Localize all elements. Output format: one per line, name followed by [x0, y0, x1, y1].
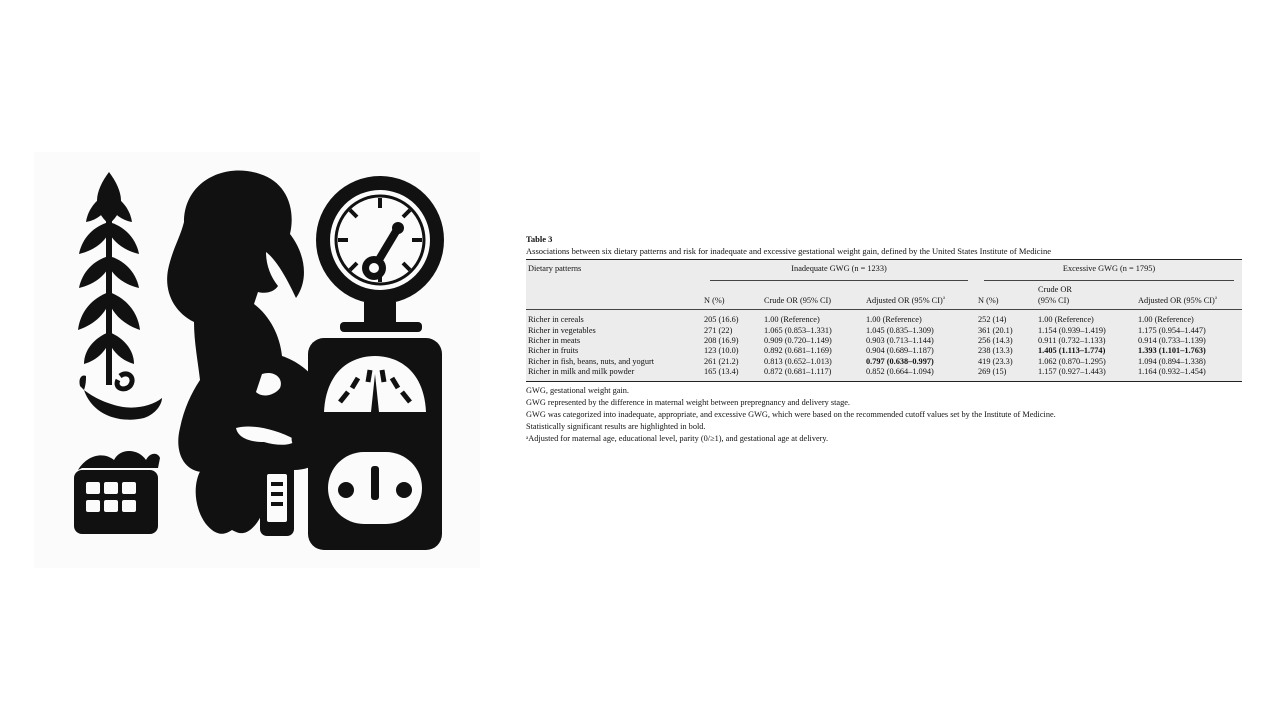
nutrition-pregnancy-illustration: [34, 152, 480, 568]
weighing-scale-icon: [308, 176, 444, 550]
table-cell: 256 (14.3): [978, 336, 1013, 346]
table-cell: 1.065 (0.853–1.331): [764, 325, 832, 335]
table-cell: 1.164 (0.932–1.454): [1138, 367, 1206, 377]
table-cell: 0.892 (0.681–1.169): [764, 346, 832, 356]
table-cell: 361 (20.1): [978, 325, 1013, 335]
table-cell: 1.00 (Reference): [1038, 315, 1094, 325]
phone-icon: [260, 462, 294, 536]
footnote: GWG represented by the difference in maternal weight between prepregnancy and delivery stage.: [526, 397, 850, 407]
table-label: Table 3: [526, 234, 553, 244]
dietary-patterns-table: [526, 259, 1242, 382]
table-cell: 1.045 (0.835–1.309): [866, 325, 934, 335]
table-cell: 0.911 (0.732–1.133): [1038, 336, 1106, 346]
table-footnotes: [526, 385, 1242, 446]
table-row: [526, 357, 1242, 367]
table-cell: 0.813 (0.652–1.013): [764, 356, 832, 366]
pattern-cell: Richer in fruits: [528, 346, 579, 356]
pattern-cell: Richer in vegetables: [528, 325, 596, 335]
col-header-n: N (%): [704, 295, 725, 305]
footnote: GWG, gestational weight gain.: [526, 385, 629, 395]
col-header-adjusted-or: Adjusted OR (95% CI)$^a$: [1138, 295, 1218, 305]
table-row: [526, 346, 1242, 356]
table-cell: 261 (21.2): [704, 356, 739, 366]
table-cell: 1.00 (Reference): [764, 315, 820, 325]
food-basket-icon: [74, 451, 160, 534]
col-header-crude-or: Crude OR (95% CI): [1038, 285, 1072, 305]
col-header-adjusted-or: Adjusted OR (95% CI)$^a$: [866, 295, 946, 305]
table-row: [526, 336, 1242, 346]
table-cell: 0.852 (0.664–1.094): [866, 367, 934, 377]
pattern-cell: Richer in fish, beans, nuts, and yogurt: [528, 356, 655, 366]
footnote: GWG was categorized into inadequate, appropriate, and excessive GWG, which were based on the recommended cutoff values set by the Institute of Medicine.: [526, 410, 1056, 420]
table-cell: 1.062 (0.870–1.295): [1038, 356, 1106, 366]
significant-cell: 0.797 (0.638–0.997): [866, 356, 934, 366]
table-cell: 271 (22): [704, 325, 733, 335]
pattern-cell: Richer in cereals: [528, 315, 584, 325]
table-cell: 252 (14): [978, 315, 1007, 325]
table-cell: 0.872 (0.681–1.117): [764, 367, 832, 377]
col-header-n: N (%): [978, 295, 999, 305]
footnote: Statistically significant results are highlighted in bold.: [526, 422, 706, 432]
table-cell: 1.157 (0.927–1.443): [1038, 367, 1106, 377]
wheat-icon: [78, 172, 140, 385]
stub-header: Dietary patterns: [528, 264, 582, 273]
table-cell: 165 (13.4): [704, 367, 739, 377]
pregnant-woman-silhouette: [167, 171, 332, 472]
table-cell: 1.094 (0.894–1.338): [1138, 356, 1206, 366]
table-cell: 0.909 (0.720–1.149): [764, 336, 832, 346]
table-cell: 1.00 (Reference): [1138, 315, 1194, 325]
significant-cell: 1.393 (1.101–1.763): [1138, 346, 1206, 356]
table-cell: 0.914 (0.733–1.139): [1138, 336, 1206, 346]
pattern-cell: Richer in meats: [528, 336, 581, 346]
table-row: [526, 326, 1242, 336]
footnote: ᵃAdjusted for maternal age, educational level, parity (0/≥1), and gestational age at delivery.: [526, 434, 829, 444]
table-row: [526, 367, 1242, 381]
table-cell: 419 (23.3): [978, 356, 1013, 366]
table-caption: Associations between six dietary patterns and risk for inadequate and excessive gestational weight gain, defined by the United States Institute of Medicine: [526, 246, 1051, 256]
table-cell: 269 (15): [978, 367, 1007, 377]
table-cell: 0.903 (0.713–1.144): [866, 336, 934, 346]
table-cell: 1.175 (0.954–1.447): [1138, 325, 1206, 335]
table-cell: 238 (13.3): [978, 346, 1013, 356]
table-cell: 1.154 (0.939–1.419): [1038, 325, 1106, 335]
table-row: [526, 310, 1242, 326]
table-cell: 208 (16.9): [704, 336, 739, 346]
group-header-inadequate: Inadequate GWG (n = 1233): [702, 260, 976, 286]
col-header-crude-or: Crude OR (95% CI): [764, 295, 832, 305]
significant-cell: 1.405 (1.113–1.774): [1038, 346, 1106, 356]
table-cell: 123 (10.0): [704, 346, 739, 356]
table-cell: 205 (16.6): [704, 315, 739, 325]
group-header-excessive: Excessive GWG (n = 1795): [976, 260, 1242, 286]
banana-icon: [79, 374, 162, 420]
table-cell: 1.00 (Reference): [866, 315, 922, 325]
table-cell: 0.904 (0.689–1.187): [866, 346, 934, 356]
pattern-cell: Richer in milk and milk powder: [528, 367, 635, 377]
table-3: [526, 234, 1242, 446]
